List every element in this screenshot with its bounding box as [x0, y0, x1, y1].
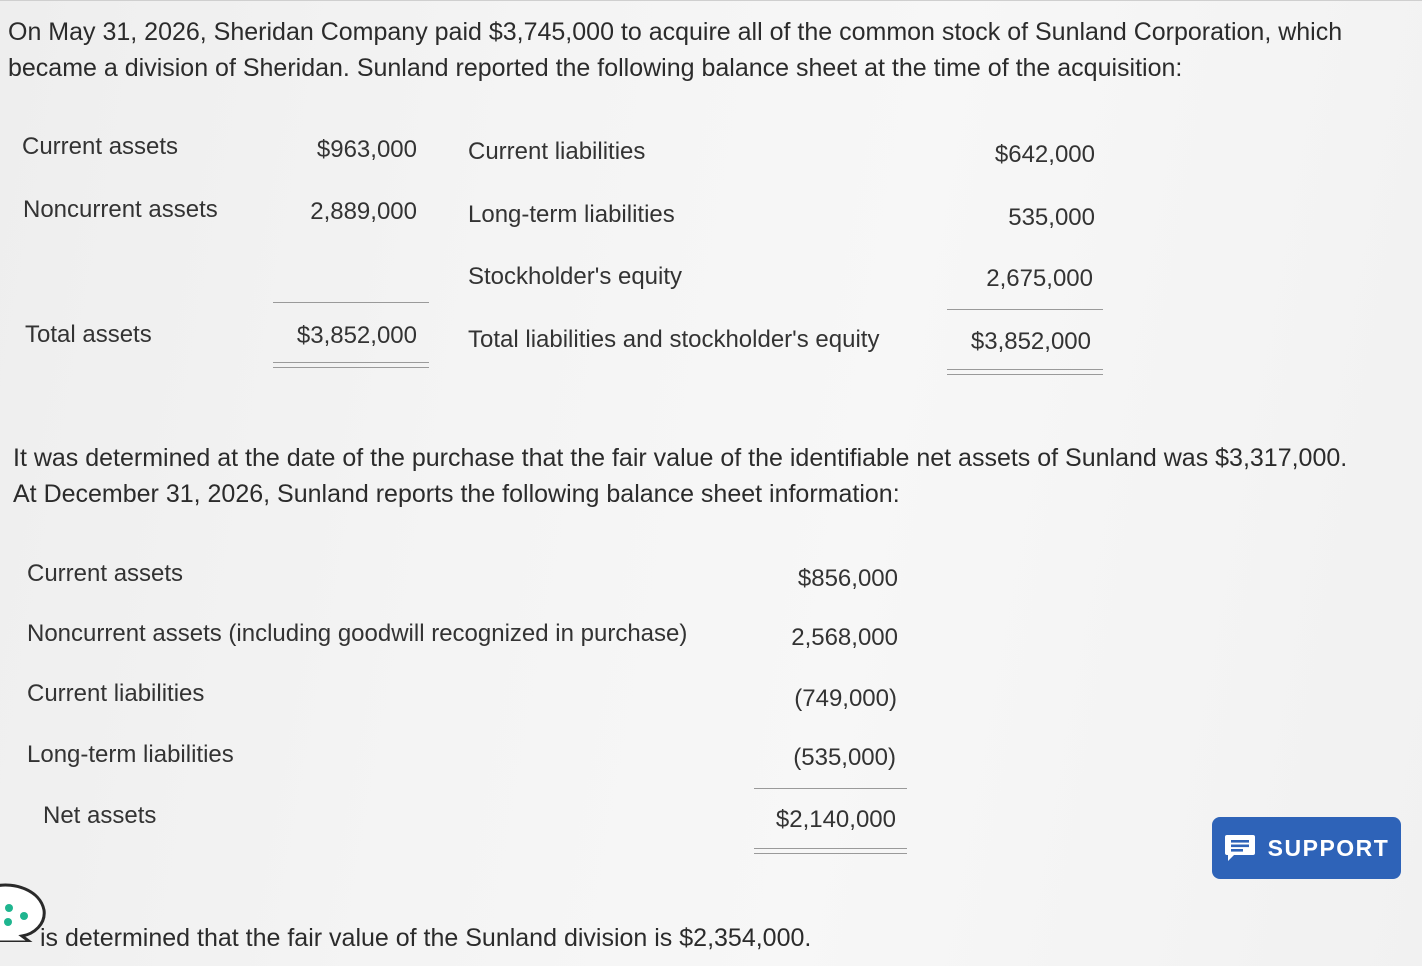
- total-liabilities-equity-value: $3,852,000: [970, 328, 1091, 355]
- stockholders-equity-value: 2,675,000: [986, 265, 1093, 292]
- noncurrent-assets-value: 2,889,000: [310, 198, 417, 225]
- long-term-liabilities-value: 535,000: [1008, 204, 1095, 231]
- support-button-label: SUPPORT: [1267, 834, 1390, 861]
- assets-subtotal-rule: [273, 302, 429, 303]
- total-assets-label: Total assets: [25, 321, 152, 348]
- intro-line-2: became a division of Sheridan. Sunland reported the following balance sheet at the time of the acquisition:: [8, 54, 1183, 82]
- ye-noncurrent-assets-label: Noncurrent assets (including goodwill recognized in purchase): [27, 620, 688, 647]
- net-assets-label: Net assets: [43, 802, 157, 829]
- ye-current-liabilities-label: Current liabilities: [27, 680, 205, 707]
- total-liabilities-equity-label: Total liabilities and stockholder's equity: [468, 326, 880, 353]
- ye-long-term-liabilities-label: Long-term liabilities: [27, 741, 234, 768]
- ye-long-term-liabilities-value: (535,000): [793, 744, 896, 771]
- current-liabilities-label: Current liabilities: [468, 138, 646, 165]
- fair-value-line-1: It was determined at the date of the purchase that the fair value of the identifiable net assets of Sunland was $3,317,000.: [13, 444, 1348, 472]
- ye-noncurrent-assets-value: 2,568,000: [791, 624, 898, 651]
- total-assets-double-rule: [273, 362, 429, 368]
- long-term-liabilities-label: Long-term liabilities: [468, 201, 675, 228]
- net-assets-value: $2,140,000: [775, 806, 896, 833]
- net-assets-double-rule: [754, 848, 907, 854]
- noncurrent-assets-label: Noncurrent assets: [23, 196, 218, 223]
- ye-current-assets-label: Current assets: [27, 560, 184, 587]
- floating-bubble-icon[interactable]: [0, 880, 48, 942]
- net-assets-subtotal-rule: [754, 788, 907, 789]
- intro-line-1: On May 31, 2026, Sheridan Company paid $3,745,000 to acquire all of the common stock of Sunland Corporation, which: [8, 18, 1343, 46]
- total-assets-value: $3,852,000: [296, 322, 417, 349]
- ye-current-assets-value: $856,000: [797, 565, 898, 592]
- top-border: [0, 0, 1422, 1]
- division-fair-value-text: is determined that the fair value of the Sunland division is $2,354,000.: [40, 924, 812, 952]
- total-liabilities-double-rule: [947, 369, 1103, 375]
- current-assets-label: Current assets: [22, 133, 179, 160]
- support-button[interactable]: [1212, 817, 1401, 879]
- current-assets-value: $963,000: [316, 136, 417, 163]
- ye-current-liabilities-value: (749,000): [794, 685, 897, 712]
- fair-value-line-2: At December 31, 2026, Sunland reports the following balance sheet information:: [13, 480, 900, 508]
- equity-subtotal-rule: [947, 309, 1103, 310]
- current-liabilities-value: $642,000: [994, 141, 1095, 168]
- chat-bubble-icon: [1224, 833, 1256, 863]
- stockholders-equity-label: Stockholder's equity: [468, 263, 683, 290]
